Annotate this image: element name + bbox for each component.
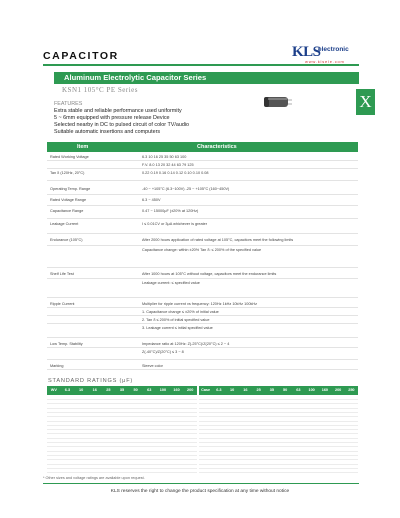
spec-row [47, 340, 358, 348]
spec-row-value: F.V. 8.0 13 20 32 44 63 79 125 [142, 163, 194, 167]
spec-row-label: Ripple Current [50, 302, 75, 306]
table-header-cell: 100 [156, 386, 170, 395]
features-heading: FEATURES [54, 101, 83, 107]
series-banner: Aluminum Electrolytic Capacitor Series [54, 72, 359, 84]
spec-row [47, 324, 358, 338]
spec-row [47, 207, 358, 219]
spec-row [47, 270, 358, 279]
spec-row-label: Shelf Life Test [50, 272, 74, 276]
table-header-cell: 16 [88, 386, 102, 395]
spec-row-label: Rated Voltage Range [50, 198, 87, 202]
spec-row-value: 1. Capacitance change ≤ ±20% of initial value [142, 310, 219, 314]
table-header-cell: 35 [115, 386, 129, 395]
spec-row [47, 161, 358, 169]
series-name: KSN1 105°C PE Series [62, 86, 138, 94]
spec-row [47, 220, 358, 234]
spec-row-label: Rated Working Voltage [50, 155, 89, 159]
spec-row [47, 169, 358, 181]
table-header-cell: 200 [183, 386, 197, 395]
brand-logo [292, 44, 362, 66]
capacitor-photo [262, 94, 292, 110]
footer-divider [43, 483, 359, 484]
table-header-cell: 16 [239, 386, 252, 395]
spec-row-label: Low Temp. Stability [50, 342, 83, 346]
spec-row-value: Impedance ratio at 120Hz: Z(-25°C)/Z(20°C) ≤ 2 ~ 4 [142, 342, 230, 346]
spec-header-characteristics: Characteristics [197, 144, 237, 150]
table-header-cell: 250 [345, 386, 358, 395]
table-header-cell: 10 [226, 386, 239, 395]
spec-row-label: Capacitance Range [50, 209, 84, 213]
spec-row-value: Leakage current: ≤ specified value [142, 281, 200, 285]
spec-row-value: 2. Tan δ ≤ 200% of initial specified value [142, 318, 210, 322]
spec-row-value: I ≤ 0.01CV or 3μA whichever is greater [142, 222, 208, 226]
spec-row [47, 300, 358, 308]
spec-row [47, 185, 358, 195]
spec-row [47, 236, 358, 246]
spec-row [47, 153, 358, 161]
spec-table-header [47, 142, 358, 152]
spec-row-value: 6.3 ~ 450V [142, 198, 161, 202]
table-header-cell: 100 [305, 386, 318, 395]
spec-row-value: After 1000 hours at 105°C without voltage, capacitors meet the endurance limits [142, 272, 277, 276]
logo-subtext: electronic [318, 46, 349, 53]
table-header-cell: 63 [142, 386, 156, 395]
logo-url: www.klsele.com [305, 59, 345, 64]
spec-row-value: Z(-40°C)/Z(20°C) ≤ 3 ~ 8 [142, 350, 184, 354]
table-header-cell: 10 [74, 386, 88, 395]
table-header-cell: 50 [129, 386, 143, 395]
spec-row [47, 316, 358, 324]
spec-header-item: Item [77, 144, 89, 150]
spec-row-label: Leakage Current [50, 222, 79, 226]
spec-row-value: Multiplier for ripple current vs frequency: 120Hz 1kHz 10kHz 100kHz [142, 302, 258, 306]
table-header-cell: 160 [170, 386, 184, 395]
feature-item: Extra stable and reliable performance used uniformity [54, 108, 182, 114]
spec-row-label: Endurance (105°C) [50, 238, 83, 242]
standard-ratings-table [47, 386, 197, 472]
spec-row-value: After 2000 hours application of rated voltage at 105°C, capacitors meet the following limits [142, 238, 294, 242]
table-row [199, 469, 358, 473]
table-header-cell: 50 [279, 386, 292, 395]
spec-row-label: Operating Temp. Range [50, 187, 91, 191]
table-header-cell: 25 [102, 386, 116, 395]
footnote: * Other sizes and voltage ratings are available upon request. [43, 476, 145, 480]
spec-row-label: Marking [50, 364, 64, 368]
spec-row [47, 308, 358, 316]
series-badge: X [356, 89, 375, 115]
page-footer: KLS reserves the right to change the product specification at any time without notice [110, 489, 290, 494]
spec-row-value: Capacitance change: within ±20% Tan δ: ≤ 200% of the specified value [142, 248, 262, 252]
spec-row [47, 362, 358, 370]
spec-row-value: -40 ~ +105°C (6.3~100V) -25 ~ +105°C (160~450V) [142, 187, 230, 191]
table-row [47, 469, 197, 473]
table-header-cell: 200 [332, 386, 345, 395]
table-header-cell: 25 [252, 386, 265, 395]
spec-row [47, 246, 358, 268]
spec-row-label: Tan δ (120Hz, 20°C) [50, 171, 85, 175]
case-size-table [199, 386, 358, 472]
table-header-cell: 63 [292, 386, 305, 395]
spec-row-value: 6.3 10 16 25 35 50 63 100 [142, 155, 187, 159]
table-header-cell: 160 [318, 386, 331, 395]
spec-row [47, 348, 358, 360]
spec-row [47, 279, 358, 298]
feature-item: 5 ~ 6mm equipped with pressure release Device [54, 115, 170, 121]
ratings-title: STANDARD RATINGS (μF) [48, 378, 134, 384]
spec-row-value: 0.47 ~ 15000μF (±20% at 120Hz) [142, 209, 199, 213]
page-title: CAPACITOR [43, 50, 119, 62]
feature-item: Selected nearby in DC to pulsed circuit of color TV/audio [54, 122, 190, 128]
table-header-cell: Case [199, 386, 212, 395]
table-header-cell: 6.3 [212, 386, 225, 395]
spec-row-value: 0.22 0.19 0.16 0.14 0.12 0.10 0.10 0.08 [142, 171, 209, 175]
spec-row-value: 3. Leakage current ≤ initial specified value [142, 326, 213, 330]
table-header-cell: WV [47, 386, 61, 395]
logo-text: KLS [292, 44, 321, 60]
spec-row [47, 196, 358, 206]
table-header-cell: 6.3 [61, 386, 75, 395]
table-header-cell: 35 [265, 386, 278, 395]
spec-row-value: Sleeve color [142, 364, 163, 368]
feature-item: Suitable automatic insertions and computers [54, 129, 161, 135]
